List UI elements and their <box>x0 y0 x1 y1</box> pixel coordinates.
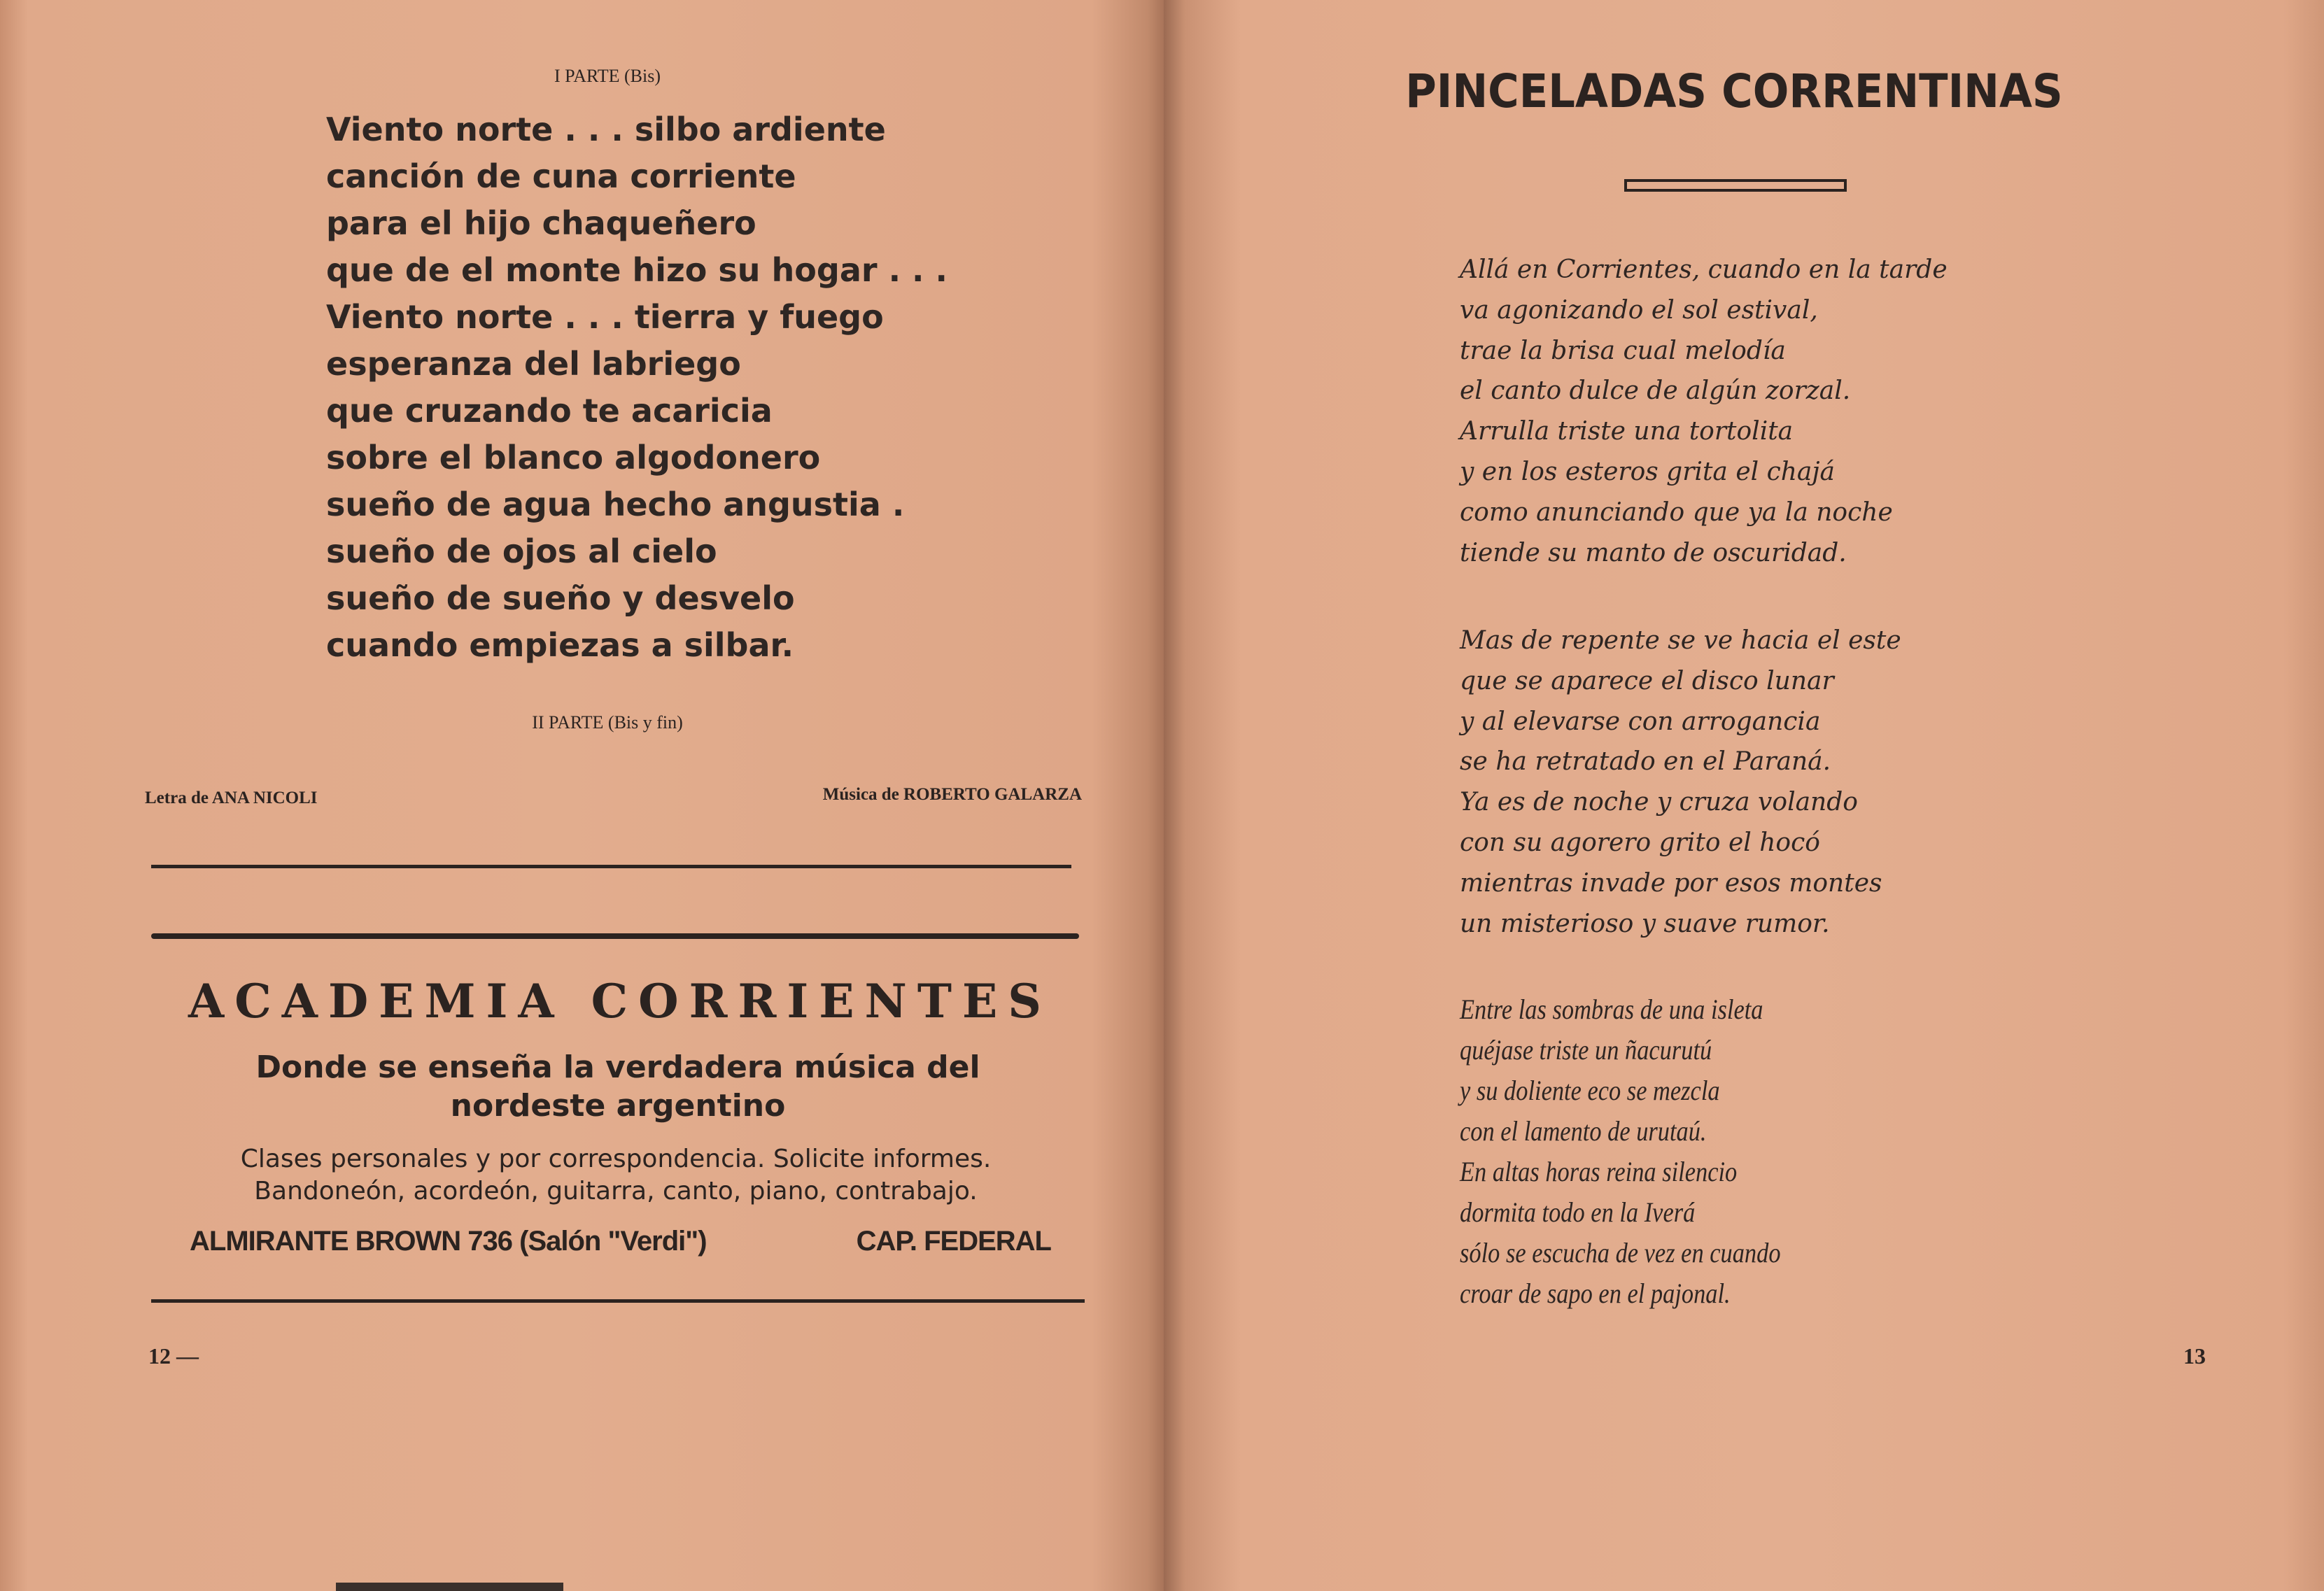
poem-line: que se aparece el disco lunar <box>1460 666 1834 695</box>
poem-line: Entre las sombras de una isleta <box>1460 994 1763 1025</box>
binding-tape <box>336 1583 563 1591</box>
poem-line: mientras invade por esos montes <box>1460 868 1882 898</box>
poem-line: como anunciando que ya la noche <box>1460 497 1893 527</box>
poem-line: y en los esteros grita el chajá <box>1460 458 1836 486</box>
poem-line: y al elevarse con arrogancia <box>1460 707 1821 736</box>
poem-title: PINCELADAS CORRENTINAS <box>1405 64 2063 118</box>
lyric-line: canción de cuna corriente <box>326 157 796 195</box>
ad-title: ACADEMIA CORRIENTES <box>188 974 1052 1028</box>
lyric-line: Viento norte . . . silbo ardiente <box>326 111 886 148</box>
title-ornament <box>1624 179 1847 192</box>
lyric-line: Viento norte . . . tierra y fuego <box>326 298 884 336</box>
ad-tagline-1: Donde se enseña la verdadera música del <box>255 1049 980 1085</box>
ad-tagline-2: nordeste argentino <box>450 1088 786 1124</box>
poem-line: Allá en Corrientes, cuando en la tarde <box>1460 255 1948 284</box>
poem-line: Arrulla triste una tortolita <box>1460 417 1794 446</box>
ad-info-1: Clases personales y por correspondencia. Solicite informes. <box>240 1145 992 1173</box>
poem-line: con el lamento de urutaú. <box>1460 1115 1707 1147</box>
lyric-line: para el hijo chaqueñero <box>326 204 756 242</box>
poem-line: croar de sapo en el pajonal. <box>1460 1278 1731 1309</box>
lyricist-credit: Letra de ANA NICOLI <box>145 789 318 807</box>
poem-line: dormita todo en la Iverá <box>1460 1196 1696 1228</box>
poem-line: el canto dulce de algún zorzal. <box>1460 376 1851 406</box>
lyric-line: que cruzando te acaricia <box>326 392 773 430</box>
poem-line: sólo se escucha de vez en cuando <box>1460 1237 1781 1268</box>
poem-line: y su doliente eco se mezcla <box>1460 1075 1720 1106</box>
poem-line: En altas horas reina silencio <box>1460 1156 1738 1187</box>
poem-line: un misterioso y suave rumor. <box>1460 909 1830 938</box>
poem-line: quéjase triste un ñacurutú <box>1460 1034 1712 1066</box>
lyric-line: sobre el blanco algodonero <box>326 439 821 476</box>
composer-credit: Música de ROBERTO GALARZA <box>822 785 1082 804</box>
page-number-left: 12 — <box>148 1343 199 1369</box>
lyric-line: sueño de ojos al cielo <box>326 532 717 570</box>
divider <box>151 865 1071 868</box>
poem-line: Ya es de noche y cruza volando <box>1460 788 1858 817</box>
ad-address: ALMIRANTE BROWN 736 (Salón "Verdi") <box>190 1226 707 1257</box>
section-heading-1: I PARTE (Bis) <box>554 66 661 86</box>
lyric-line: esperanza del labriego <box>326 345 741 383</box>
poem-line: Mas de repente se ve hacia el este <box>1460 626 1901 655</box>
poem-line: con su agorero grito el hocó <box>1460 828 1820 857</box>
lyric-line: que de el monte hizo su hogar . . . <box>326 251 948 289</box>
lyric-line: sueño de sueño y desvelo <box>326 579 795 617</box>
poem-line: trae la brisa cual melodía <box>1460 336 1786 365</box>
poem-line: tiende su manto de oscuridad. <box>1460 538 1847 567</box>
lyric-line: cuando empiezas a silbar. <box>326 626 794 664</box>
poem-line: se ha retratado en el Paraná. <box>1460 747 1831 777</box>
section-heading-2: II PARTE (Bis y fin) <box>532 712 683 733</box>
ad-info-2: Bandoneón, acordeón, guitarra, canto, piano, contrabajo. <box>254 1177 978 1205</box>
ad-city: CAP. FEDERAL <box>856 1226 1051 1257</box>
lyric-line: sueño de agua hecho angustia . <box>326 486 905 523</box>
ad-top-rule <box>151 933 1079 939</box>
ad-bottom-rule <box>151 1299 1085 1303</box>
page-number-right: 13 <box>2183 1343 2206 1369</box>
poem-line: va agonizando el sol estival, <box>1460 295 1818 325</box>
